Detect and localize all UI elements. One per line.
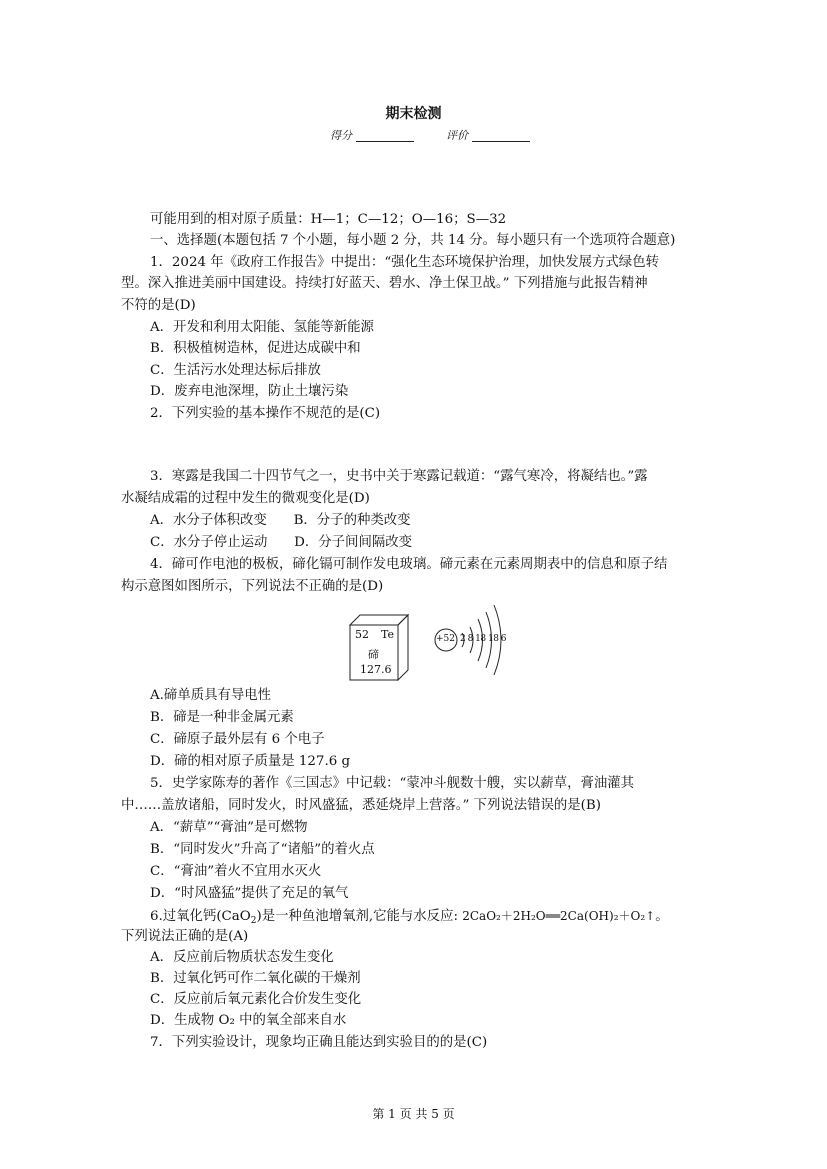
- q6-stem-line-1: [150, 906, 669, 927]
- atom-structure-figure: [432, 603, 510, 679]
- q4-option-d: D．碲的相对原子质量是 127.6 g: [150, 754, 351, 769]
- q1-option-c: C．生活污水处理达标后排放: [150, 363, 321, 378]
- element-cell-figure: [342, 609, 436, 681]
- q6-option-d: D．生成物 O₂ 中的氧全部来自水: [150, 1013, 347, 1028]
- q7-stem: 7．下列实验设计，现象均正确且能达到实验目的的是(C): [150, 1035, 488, 1050]
- element-symbol: Te: [381, 628, 394, 641]
- q3-stem-line-2: 水凝结成霜的过程中发生的微观变化是(D): [121, 491, 370, 506]
- q6-stem-line-2: 下列说法正确的是(A): [121, 929, 249, 944]
- q6-option-a: A．反应前后物质状态发生变化: [150, 950, 334, 965]
- q1-stem-line-3: 不符的是(D): [121, 298, 196, 313]
- q1-option-d: D．废弃电池深埋，防止土壤污染: [150, 384, 349, 399]
- q5-option-c: C．“膏油”着火不宜用水灭火: [150, 864, 322, 879]
- review-blank: [472, 141, 530, 142]
- q6-option-c: C．反应前后氧元素化合价发生变化: [150, 992, 362, 1007]
- score-label: 得分: [330, 129, 352, 142]
- atomic-masses: 可能用到的相对原子质量：H—1；C—12；O—16；S—32: [150, 212, 507, 227]
- q3-options-ab: A．水分子体积改变 B．分子的种类改变: [150, 513, 411, 528]
- q4-option-a: A.碲单质具有导电性: [150, 688, 272, 703]
- q3-options-cd: C．水分子停止运动 D．分子间间隔改变: [150, 535, 413, 550]
- q4-option-c: C．碲原子最外层有 6 个电子: [150, 732, 325, 747]
- q1-option-a: A．开发和利用太阳能、氢能等新能源: [150, 320, 374, 335]
- q5-option-a: A．“薪草”“膏油”是可燃物: [150, 820, 308, 835]
- element-name: 碲: [368, 648, 379, 661]
- q3-stem-line-1: 3．寒露是我国二十四节气之一，史书中关于寒露记载道：“露气寒冷，将凝结也。”露: [150, 469, 648, 484]
- q1-stem-line-1: 1．2024 年《政府工作报告》中提出：“强化生态环境保护治理，加快发展方式绿色转: [150, 255, 659, 270]
- q1-option-b: B．积极植树造林，促进达成碳中和: [150, 341, 361, 356]
- subscript-2: 2: [250, 916, 257, 926]
- q5-stem-line-1: 5．史学家陈寿的著作《三国志》中记载：“蒙冲斗舰数十艘，实以薪草，膏油灌其: [150, 776, 635, 791]
- page-footer: 第 1 页 共 5 页: [372, 1107, 455, 1121]
- score-blank: [356, 141, 414, 142]
- page-title: 期末检测: [385, 106, 442, 122]
- q6-stem-end: 。: [655, 909, 669, 924]
- q5-option-b: B．“同时发火”升高了“诸船”的着火点: [150, 842, 375, 857]
- q6-option-b: B．过氧化钙可作二氧化碳的干燥剂: [150, 971, 361, 986]
- review-label: 评价: [446, 129, 468, 142]
- nucleus-charge: +52: [436, 634, 455, 644]
- q6-stem-part-2: )是一种鱼池增氧剂,它能与水反应:: [256, 909, 463, 924]
- q6-stem-part-1: 6.过氧化钙(CaO: [150, 909, 251, 924]
- q2-stem: 2．下列实验的基本操作不规范的是(C): [150, 406, 381, 421]
- q4-option-b: B．碲是一种非金属元素: [150, 710, 294, 725]
- q4-stem-line-2: 构示意图如图所示，下列说法不正确的是(D): [121, 579, 384, 594]
- section-heading: 一、选择题(本题包括 7 个小题，每小题 2 分，共 14 分。每小题只有一个选项符合题意): [150, 233, 676, 248]
- q5-option-d: D．“时风盛猛”提供了充足的氧气: [150, 886, 349, 901]
- q6-equation: 2CaO₂＋2H₂O══2Ca(OH)₂＋O₂↑: [462, 909, 656, 923]
- atomic-mass: 127.6: [360, 663, 392, 676]
- atomic-number: 52: [355, 628, 369, 641]
- q4-stem-line-1: 4．碲可作电池的极板，碲化镉可制作发电玻璃。碲元素在元素周期表中的信息和原子结: [150, 557, 668, 572]
- q1-stem-line-2: 型。深入推进美丽中国建设。持续打好蓝天、碧水、净土保卫战。” 下列措施与此报告精神: [121, 276, 648, 291]
- q5-stem-line-2: 中……盖放诸船，同时发火，时风盛猛，悉延烧岸上营落。” 下列说法错误的是(B): [121, 798, 601, 813]
- shell-electrons: 2 8 18 18 6: [460, 634, 507, 644]
